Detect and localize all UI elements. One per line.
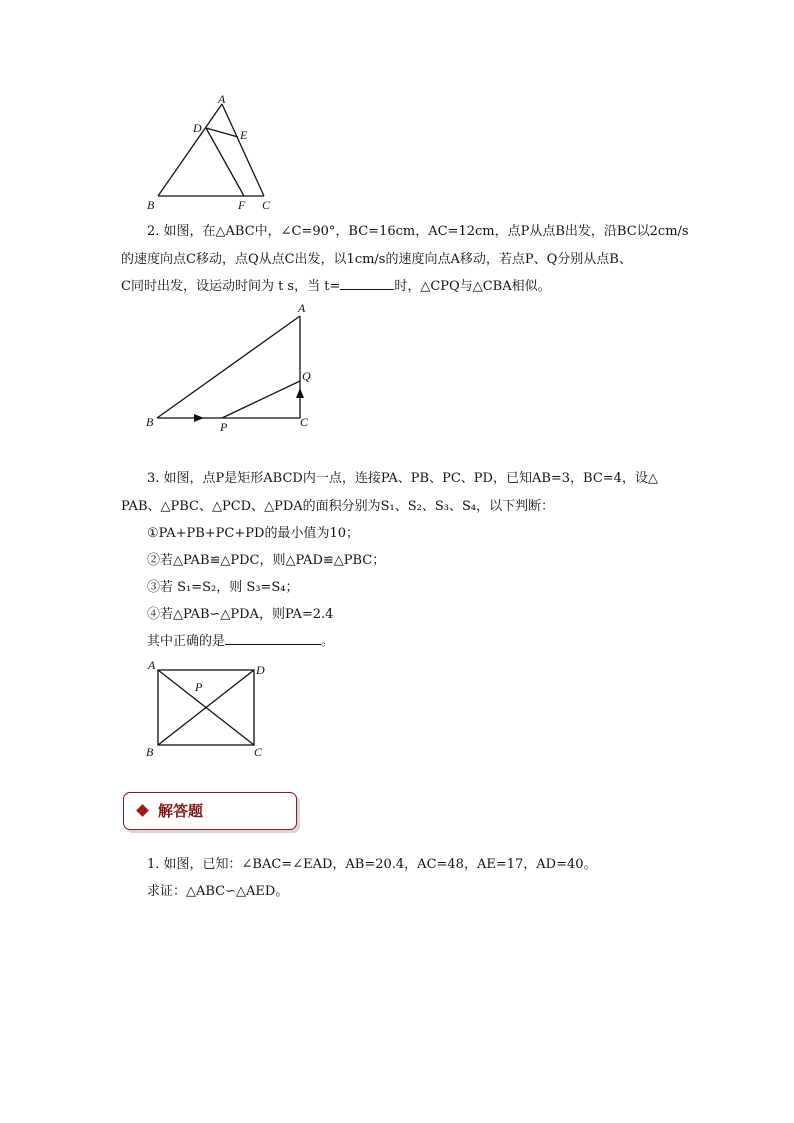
label-f: F xyxy=(238,198,246,212)
label-a: A xyxy=(298,301,306,315)
label-d: D xyxy=(193,121,202,135)
label-d: D xyxy=(256,663,265,677)
q3-option-3: ③若 S₁=S₂，则 S₃=S₄； xyxy=(147,580,299,595)
triangle-figure-2 xyxy=(140,300,330,435)
q2-line3 xyxy=(121,277,551,297)
answer-blank-q3[interactable] xyxy=(225,632,321,645)
arrow-right-icon xyxy=(194,414,204,422)
rectangle-figure-3 xyxy=(140,655,270,763)
label-b: B xyxy=(146,745,154,759)
label-p: P xyxy=(220,420,228,434)
arrow-up-icon xyxy=(296,388,304,398)
q2-line3-after: 时，△CPQ与△CBA相似。 xyxy=(394,279,551,294)
label-c: C xyxy=(262,198,271,212)
label-c: C xyxy=(254,745,263,759)
a1-line2: 求证：△ABC∽△AED。 xyxy=(147,884,289,899)
q3-line2: PAB、△PBC、△PCD、△PDA的面积分别为S₁、S₂、S₃、S₄，以下判断： xyxy=(121,499,555,514)
label-a: A xyxy=(148,658,156,672)
q2-line3-before: C同时出发，设运动时间为 t s，当 t= xyxy=(121,279,341,294)
label-p: P xyxy=(195,680,203,694)
q3-option-2: ②若△PAB≌△PDC，则△PAD≌△PBC； xyxy=(147,553,386,568)
diamond-icon xyxy=(136,804,149,817)
a1-line1: 1. 如图，已知：∠BAC=∠EAD，AB=20.4，AC=48，AE=17，AD=40。 xyxy=(147,857,597,872)
label-a: A xyxy=(218,92,226,106)
q3-option-4: ④若△PAB∽△PDA，则PA=2.4 xyxy=(147,607,334,622)
section-title: 解答题 xyxy=(158,802,204,820)
label-e: E xyxy=(240,128,248,142)
section-header xyxy=(123,792,297,830)
q3-ask-text: 其中正确的是 xyxy=(147,634,226,649)
q3-option-1: ①PA+PB+PC+PD的最小值为10； xyxy=(147,526,359,541)
label-c: C xyxy=(300,415,309,429)
q2-line2: 的速度向点C移动，点Q从点C出发，以1cm/s的速度向点A移动，若点P、Q分别从点B、 xyxy=(121,252,632,267)
label-b: B xyxy=(147,198,155,212)
answer-blank-q2[interactable] xyxy=(340,277,394,290)
triangle-figure-1 xyxy=(140,92,280,214)
q3-ask-end: 。 xyxy=(321,634,335,649)
q3-line1: 3. 如图，点P是矩形ABCD内一点，连接PA、PB、PC、PD，已知AB=3，BC=4，设△ xyxy=(147,471,658,486)
label-q: Q xyxy=(302,369,311,383)
q2-line1: 2. 如图，在△ABC中，∠C=90°，BC=16cm，AC=12cm，点P从点B出发，沿BC以2cm/s xyxy=(147,224,689,239)
label-b: B xyxy=(146,415,154,429)
q3-ask xyxy=(147,632,334,652)
